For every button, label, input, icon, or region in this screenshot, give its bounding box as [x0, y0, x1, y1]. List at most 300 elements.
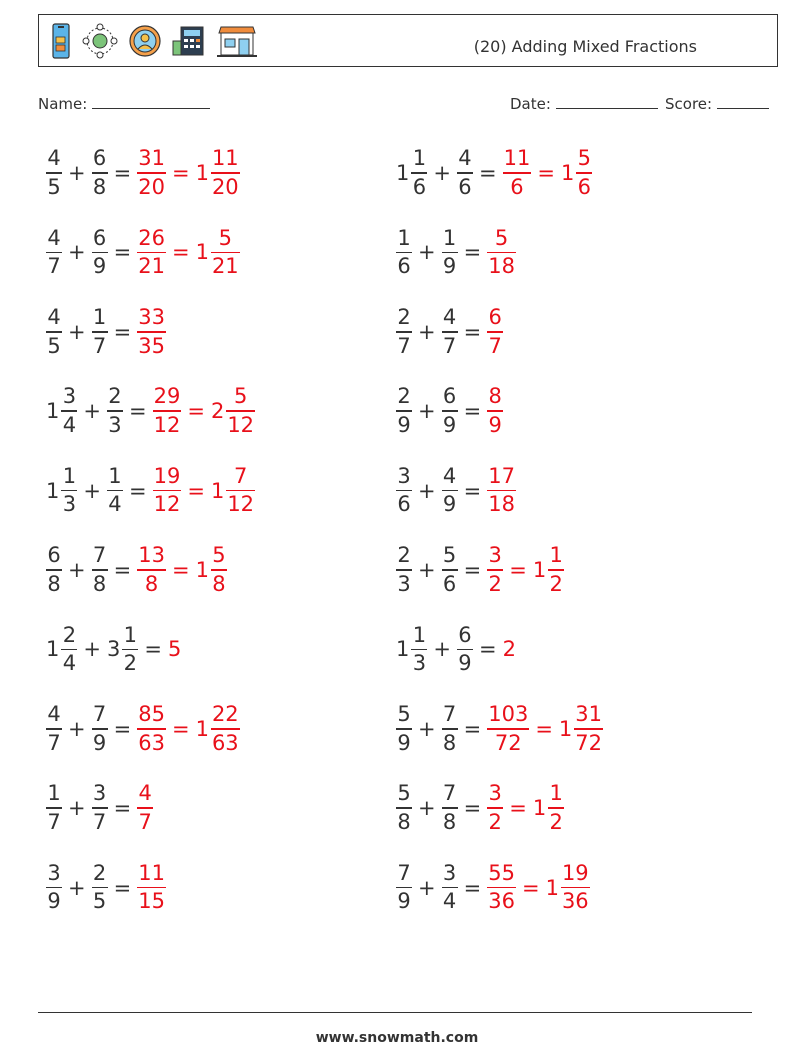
numerator: 31	[138, 146, 165, 171]
addend-b	[442, 225, 458, 279]
fraction	[211, 704, 240, 754]
addend-a	[396, 622, 427, 676]
fraction	[396, 704, 412, 754]
addend-b	[457, 148, 473, 198]
fraction	[411, 622, 427, 676]
addend-b	[442, 783, 458, 833]
denominator: 7	[47, 730, 61, 755]
problem-item	[46, 380, 255, 442]
addend-b	[442, 704, 458, 754]
fraction	[153, 386, 182, 436]
fraction	[92, 860, 108, 914]
equals-sign: =	[478, 161, 497, 185]
whole-number: 1	[195, 558, 209, 582]
denominator: 15	[138, 889, 165, 914]
addend-a	[46, 622, 77, 676]
numerator: 7	[442, 702, 457, 727]
addend-a	[396, 307, 412, 357]
answer-improper	[487, 386, 503, 436]
denominator: 9	[458, 651, 472, 676]
fraction	[574, 704, 603, 754]
whole-number: 1	[558, 716, 573, 741]
denominator: 7	[92, 809, 107, 834]
fraction	[548, 545, 564, 595]
numerator: 5	[577, 146, 591, 171]
equals-sign: =	[113, 558, 132, 582]
denominator: 5	[47, 333, 61, 358]
whole-number: 2	[210, 399, 225, 424]
fraction	[503, 148, 532, 198]
plus-sign: +	[68, 716, 86, 741]
numerator: 4	[442, 305, 457, 330]
addend-b	[457, 622, 473, 676]
name-label: Name:	[38, 95, 88, 113]
fraction	[211, 225, 240, 279]
fraction	[211, 148, 240, 198]
fraction	[61, 386, 77, 436]
denominator: 12	[153, 492, 181, 517]
numerator: 4	[138, 781, 152, 806]
numerator: 11	[503, 146, 531, 171]
problem-item	[396, 301, 503, 363]
answer-improper	[137, 860, 166, 914]
plus-sign: +	[83, 478, 101, 503]
addend-a	[396, 783, 412, 833]
problem-item	[396, 618, 518, 680]
answer-equals-sign: =	[171, 716, 190, 741]
denominator: 2	[549, 571, 563, 596]
numerator: 3	[488, 781, 502, 806]
addend-b	[92, 860, 108, 914]
problem-item	[46, 142, 240, 204]
plus-sign: +	[418, 716, 436, 741]
answer-mixed	[533, 783, 564, 833]
denominator: 9	[92, 730, 107, 755]
addend-b	[92, 704, 108, 754]
fraction	[396, 860, 412, 914]
problem-item	[396, 221, 516, 283]
numerator: 5	[397, 781, 411, 806]
footer-divider	[38, 1012, 752, 1013]
fraction	[548, 783, 564, 833]
whole-number: 1	[46, 637, 60, 662]
denominator: 2	[488, 809, 502, 834]
plus-sign: +	[68, 796, 86, 821]
fraction	[92, 225, 108, 279]
addend-b	[442, 545, 458, 595]
numerator: 11	[138, 860, 165, 885]
denominator: 7	[47, 254, 61, 279]
problem-item	[396, 539, 564, 601]
answer-improper	[137, 307, 166, 357]
footer-url[interactable]: www.snowmath.com	[315, 1030, 479, 1046]
numerator: 1	[412, 622, 427, 647]
denominator: 2	[549, 809, 563, 834]
answer-whole: 2	[502, 637, 516, 662]
numerator: 2	[92, 860, 107, 885]
numerator: 7	[397, 860, 411, 885]
numerator: 29	[153, 384, 181, 409]
problem-item	[46, 221, 240, 283]
addend-b	[442, 386, 458, 436]
fraction	[442, 704, 458, 754]
addend-a	[46, 386, 77, 436]
answer-mixed	[561, 148, 592, 198]
addend-a	[46, 704, 62, 754]
fraction	[46, 860, 62, 914]
numerator: 3	[442, 860, 457, 885]
denominator: 6	[577, 174, 591, 199]
plus-sign: +	[433, 637, 451, 662]
denominator: 7	[397, 333, 411, 358]
worksheet-title: (20) Adding Mixed Fractions	[473, 37, 697, 56]
denominator: 8	[144, 571, 159, 596]
whole-number: 1	[195, 161, 209, 185]
answer	[487, 783, 564, 833]
fraction	[487, 225, 516, 279]
denominator: 63	[211, 730, 239, 755]
denominator: 6	[442, 571, 457, 596]
answer-mixed	[559, 704, 603, 754]
denominator: 8	[212, 571, 226, 596]
numerator: 4	[47, 305, 61, 330]
plus-sign: +	[418, 478, 436, 503]
fraction	[457, 622, 473, 676]
whole-number: 1	[532, 558, 547, 582]
answer-equals-sign: =	[187, 399, 205, 424]
equals-sign: =	[463, 875, 482, 900]
fraction	[92, 545, 108, 595]
fraction	[46, 307, 62, 357]
answer-mixed	[196, 704, 240, 754]
problem-item	[396, 380, 503, 442]
addend-a	[396, 148, 427, 198]
plus-sign: +	[68, 319, 86, 344]
denominator: 9	[397, 412, 411, 437]
numerator: 6	[47, 543, 61, 568]
problem-item	[46, 857, 166, 919]
answer-improper	[137, 783, 153, 833]
answer-improper	[503, 148, 532, 198]
denominator: 4	[62, 412, 77, 437]
fraction	[457, 148, 473, 198]
denominator: 8	[92, 174, 107, 199]
denominator: 2	[123, 651, 138, 676]
denominator: 3	[397, 571, 411, 596]
problem-item	[396, 460, 516, 522]
whole-number: 1	[532, 796, 547, 821]
answer-mixed	[533, 545, 564, 595]
answer-improper	[137, 545, 166, 595]
numerator: 33	[138, 305, 165, 330]
addend-a	[396, 225, 412, 279]
denominator: 8	[442, 730, 457, 755]
numerator: 11	[211, 146, 239, 171]
numerator: 26	[138, 225, 165, 250]
fraction	[442, 860, 458, 914]
fraction	[92, 307, 108, 357]
denominator: 18	[488, 492, 515, 517]
numerator: 5	[233, 384, 248, 409]
plus-sign: +	[418, 319, 436, 344]
fraction	[487, 860, 516, 914]
fraction	[137, 148, 166, 198]
whole-number: 1	[195, 716, 209, 741]
answer-improper	[137, 225, 166, 279]
numerator: 7	[92, 702, 107, 727]
plus-sign: +	[68, 875, 86, 900]
numerator: 2	[397, 305, 411, 330]
numerator: 17	[488, 463, 515, 488]
answer-mixed	[196, 545, 227, 595]
denominator: 36	[561, 889, 589, 914]
problem-item	[396, 857, 590, 919]
answer	[487, 463, 516, 517]
addend-b	[106, 622, 138, 676]
answer	[153, 386, 255, 436]
date-label: Date:	[510, 95, 551, 113]
numerator: 4	[47, 225, 61, 250]
fraction	[46, 545, 62, 595]
numerator: 6	[442, 384, 457, 409]
denominator: 12	[227, 492, 255, 517]
answer	[487, 545, 564, 595]
answer	[137, 860, 166, 914]
fraction	[442, 307, 458, 357]
addend-b	[92, 225, 108, 279]
answer-mixed	[210, 463, 255, 517]
plus-sign: +	[418, 240, 436, 265]
equals-sign: =	[478, 637, 497, 662]
equals-sign: =	[463, 478, 482, 503]
denominator: 6	[510, 174, 524, 199]
whole-number: 3	[106, 637, 121, 662]
equals-sign: =	[463, 319, 482, 344]
numerator: 5	[442, 543, 457, 568]
numerator: 7	[233, 463, 248, 488]
numerator: 4	[442, 463, 457, 488]
addend-a	[46, 307, 62, 357]
denominator: 9	[397, 730, 411, 755]
whole-number: 1	[545, 875, 559, 900]
addend-a	[396, 704, 412, 754]
denominator: 4	[108, 492, 122, 517]
fraction	[137, 545, 166, 595]
plus-sign: +	[433, 161, 451, 185]
denominator: 8	[92, 571, 107, 596]
denominator: 7	[488, 333, 502, 358]
denominator: 12	[227, 412, 255, 437]
denominator: 5	[92, 889, 107, 914]
denominator: 63	[138, 730, 165, 755]
whole-number: 1	[396, 161, 410, 185]
fraction	[46, 148, 62, 198]
equals-sign: =	[463, 716, 482, 741]
denominator: 20	[138, 174, 165, 199]
answer	[487, 704, 603, 754]
problem-item	[396, 142, 592, 204]
denominator: 72	[494, 730, 522, 755]
addend-a	[46, 545, 62, 595]
denominator: 3	[412, 651, 427, 676]
plus-sign: +	[68, 240, 86, 265]
whole-number: 1	[560, 161, 575, 185]
denominator: 9	[488, 412, 502, 437]
numerator: 2	[62, 622, 77, 647]
numerator: 3	[92, 781, 107, 806]
plus-sign: +	[418, 796, 436, 821]
fraction	[137, 704, 166, 754]
whole-number: 1	[210, 478, 225, 503]
addend-a	[46, 783, 62, 833]
numerator: 1	[123, 622, 138, 647]
numerator: 1	[549, 543, 563, 568]
denominator: 6	[397, 254, 411, 279]
answer	[503, 148, 593, 198]
fraction	[107, 386, 123, 436]
numerator: 6	[92, 225, 107, 250]
answer	[168, 637, 183, 661]
numerator: 7	[92, 543, 107, 568]
fraction	[396, 386, 412, 436]
fraction	[442, 225, 458, 279]
answer-improper	[487, 463, 516, 517]
fraction	[442, 463, 458, 517]
denominator: 8	[47, 571, 61, 596]
denominator: 12	[153, 412, 181, 437]
numerator: 8	[488, 384, 502, 409]
answer-improper	[487, 860, 516, 914]
denominator: 9	[442, 412, 457, 437]
numerator: 6	[488, 305, 502, 330]
answer-mixed	[195, 225, 240, 279]
numerator: 1	[442, 225, 457, 250]
denominator: 9	[92, 254, 107, 279]
fraction	[61, 622, 77, 676]
plus-sign: +	[418, 558, 436, 582]
addend-b	[92, 783, 108, 833]
numerator: 4	[47, 702, 61, 727]
plus-sign: +	[418, 875, 436, 900]
numerator: 13	[138, 543, 165, 568]
problem-item	[46, 539, 227, 601]
addend-b	[92, 148, 108, 198]
answer	[137, 148, 239, 198]
answer-improper	[487, 225, 516, 279]
equals-sign: =	[113, 319, 132, 344]
fraction	[46, 225, 62, 279]
denominator: 7	[47, 809, 61, 834]
denominator: 4	[62, 651, 77, 676]
numerator: 19	[561, 860, 589, 885]
denominator: 6	[458, 174, 472, 199]
numerator: 3	[62, 384, 77, 409]
equals-sign: =	[128, 399, 147, 424]
whole-number: 1	[46, 399, 60, 424]
equals-sign: =	[113, 796, 132, 821]
denominator: 21	[211, 254, 239, 279]
plus-sign: +	[83, 637, 101, 662]
numerator: 55	[488, 860, 515, 885]
answer	[137, 307, 166, 357]
answer	[487, 307, 503, 357]
numerator: 1	[412, 146, 427, 171]
numerator: 4	[458, 146, 472, 171]
fraction	[576, 148, 592, 198]
numerator: 3	[47, 860, 61, 885]
numerator: 5	[494, 225, 509, 250]
fraction	[396, 783, 412, 833]
fraction	[61, 463, 77, 517]
numerator: 1	[92, 305, 107, 330]
denominator: 5	[47, 174, 61, 199]
fraction	[122, 622, 138, 676]
equals-sign: =	[113, 875, 132, 900]
denominator: 21	[138, 254, 165, 279]
answer	[487, 225, 516, 279]
denominator: 3	[108, 412, 122, 437]
fraction	[396, 307, 412, 357]
answer-equals-sign: =	[171, 558, 190, 582]
addend-b	[107, 386, 123, 436]
problem-item	[396, 698, 603, 760]
numerator: 19	[153, 463, 181, 488]
denominator: 35	[138, 333, 165, 358]
equals-sign: =	[463, 796, 482, 821]
denominator: 8	[442, 809, 457, 834]
fraction	[487, 545, 503, 595]
denominator: 9	[442, 254, 457, 279]
answer-equals-sign: =	[521, 875, 540, 900]
fraction	[442, 386, 458, 436]
plus-sign: +	[418, 399, 436, 424]
numerator: 1	[108, 463, 122, 488]
numerator: 5	[212, 543, 226, 568]
addend-a	[396, 386, 412, 436]
equals-sign: =	[463, 399, 482, 424]
answer-equals-sign: =	[509, 796, 527, 821]
numerator: 103	[488, 702, 529, 727]
denominator: 6	[412, 174, 427, 199]
answer	[487, 860, 589, 914]
answer-improper	[153, 386, 182, 436]
numerator: 5	[218, 225, 232, 250]
denominator: 2	[488, 571, 502, 596]
fraction	[46, 704, 62, 754]
answer-improper	[487, 307, 503, 357]
numerator: 7	[442, 781, 457, 806]
answer-equals-sign: =	[171, 161, 190, 185]
answer-equals-sign: =	[537, 161, 555, 185]
answer-equals-sign: =	[509, 558, 527, 582]
equals-sign: =	[128, 478, 147, 503]
fraction	[226, 386, 255, 436]
numerator: 1	[47, 781, 61, 806]
denominator: 9	[47, 889, 61, 914]
numerator: 2	[397, 543, 411, 568]
denominator: 7	[442, 333, 457, 358]
addend-b	[442, 860, 458, 914]
answer	[137, 225, 239, 279]
addend-b	[107, 463, 123, 517]
fraction	[137, 225, 166, 279]
fraction	[442, 545, 458, 595]
addend-a	[396, 545, 412, 595]
fraction	[487, 386, 503, 436]
fraction	[442, 783, 458, 833]
answer	[503, 637, 518, 661]
fraction	[46, 783, 62, 833]
